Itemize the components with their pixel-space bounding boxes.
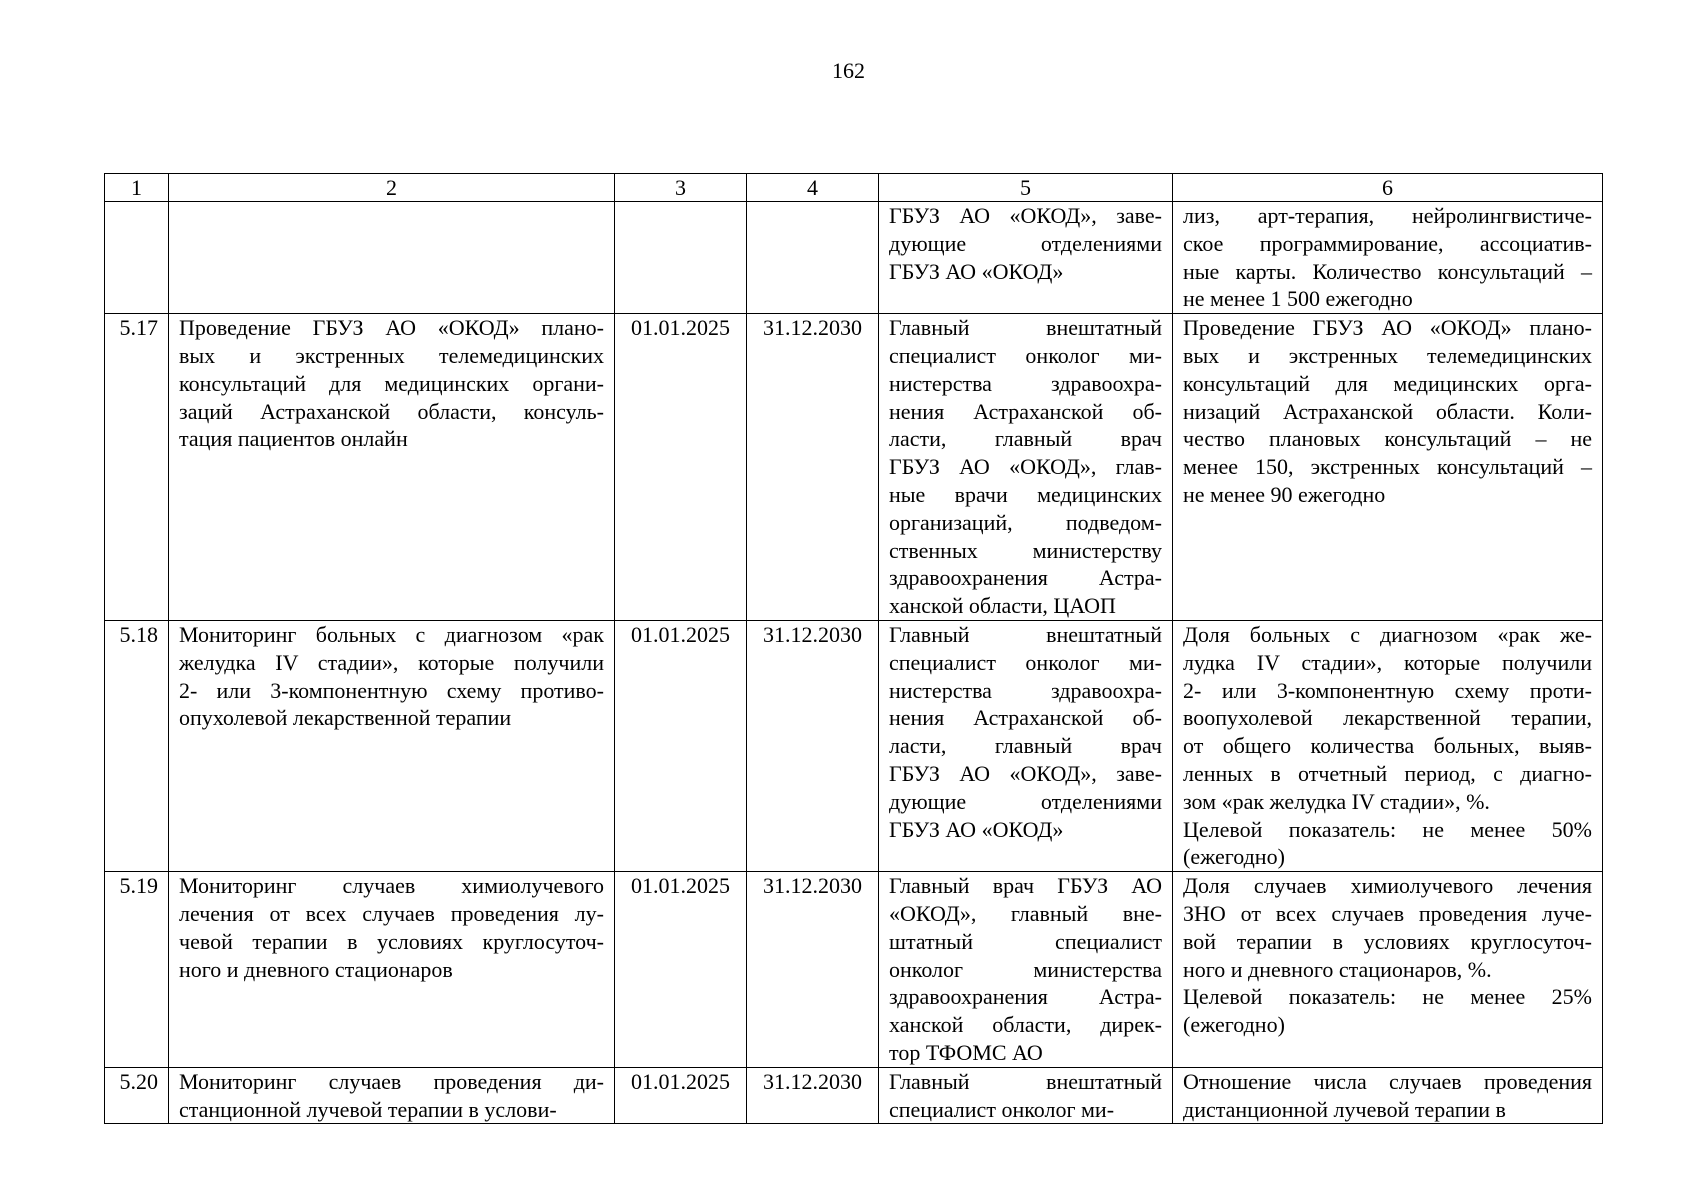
text-line: ханской области, дирек- (889, 1012, 1162, 1038)
text-line: ного и дневного стационаров, %. (1183, 956, 1492, 982)
text-line: специалист онколог ми- (889, 649, 1162, 675)
text-line: специалист онколог ми- (889, 342, 1162, 368)
column-header: 6 (1173, 174, 1603, 202)
column-header: 5 (879, 174, 1173, 202)
page-number: 162 (832, 58, 865, 83)
table-row (105, 872, 1603, 1068)
text-line: специалист онколог ми- (889, 1096, 1115, 1122)
end-date-cell: 31.12.2030 (747, 1067, 879, 1124)
responsible-cell (879, 314, 1173, 621)
text-line: штатный специалист (889, 928, 1162, 954)
text-line: менее 150, экстренных консультаций – (1183, 454, 1592, 480)
column-header: 4 (747, 174, 879, 202)
result-cell (1173, 872, 1603, 1068)
text-line: зом «рак желудка IV стадии», %. (1183, 788, 1490, 814)
text-line: (ежегодно) (1183, 844, 1285, 870)
end-date-cell: 31.12.2030 (747, 314, 879, 621)
measure-description-cell (169, 1067, 615, 1124)
text-line: тация пациентов онлайн (179, 426, 408, 452)
measures-table (104, 173, 1603, 1124)
table-cell (105, 202, 169, 314)
text-line: Мониторинг больных с диагнозом «рак (179, 621, 604, 647)
column-header: 1 (105, 174, 169, 202)
measure-description-cell (169, 314, 615, 621)
text-line: ласти, главный врач (889, 733, 1162, 759)
text-line: лечения от всех случаев проведения лу- (179, 900, 604, 926)
text-line: низаций Астраханской области. Коли- (1183, 398, 1592, 424)
continuation-row (105, 202, 1603, 314)
text-line: вых и экстренных телемедицинских (1183, 342, 1592, 368)
text-line: (ежегодно) (1183, 1012, 1285, 1038)
table-row (105, 1067, 1603, 1124)
text-line: 2- или 3-компонентную схему проти- (1183, 677, 1592, 703)
text-line: воопухолевой лекарственной терапии, (1183, 705, 1592, 731)
text-line: чество плановых консультаций – не (1183, 426, 1592, 452)
result-cell (1173, 202, 1603, 314)
text-line: дующие отделениями (889, 230, 1162, 256)
text-line: ГБУЗ АО «ОКОД», глав- (889, 454, 1162, 480)
text-line: вой терапии в условиях круглосуточ- (1183, 928, 1592, 954)
text-line: ГБУЗ АО «ОКОД», заве- (889, 203, 1162, 228)
text-line: Целевой показатель: не менее 50% (1183, 816, 1592, 842)
column-number-header-row (105, 174, 1603, 202)
row-number-cell: 5.20 (105, 1067, 169, 1124)
text-line: ные карты. Количество консультаций – (1183, 258, 1592, 284)
measure-description-cell (169, 620, 615, 871)
text-line: лиз, арт-терапия, нейролингвистиче- (1183, 203, 1592, 228)
text-line: Проведение ГБУЗ АО «ОКОД» плано- (179, 315, 604, 341)
text-line: ское программирование, ассоциатив- (1183, 230, 1592, 256)
text-line: дистанционной лучевой терапии в (1183, 1096, 1506, 1122)
text-line: не менее 90 ежегодно (1183, 481, 1386, 507)
text-line: ханской области, ЦАОП (889, 593, 1116, 619)
text-line: ласти, главный врач (889, 426, 1162, 452)
text-line: Мониторинг случаев химиолучевого (179, 873, 604, 899)
text-line: дующие отделениями (889, 788, 1162, 814)
table-row (105, 314, 1603, 621)
text-line: ГБУЗ АО «ОКОД», заве- (889, 760, 1162, 786)
text-line: Проведение ГБУЗ АО «ОКОД» плано- (1183, 315, 1592, 341)
table-row (105, 620, 1603, 871)
text-line: ЗНО от всех случаев проведения луче- (1183, 900, 1592, 926)
responsible-cell (879, 872, 1173, 1068)
text-line: Главный врач ГБУЗ АО (889, 873, 1162, 899)
text-line: ГБУЗ АО «ОКОД» (889, 258, 1064, 284)
start-date-cell: 01.01.2025 (615, 620, 747, 871)
text-line: онколог министерства (889, 956, 1162, 982)
text-line: нения Астраханской об- (889, 705, 1162, 731)
text-line: организаций, подведом- (889, 509, 1162, 535)
text-line: ГБУЗ АО «ОКОД» (889, 816, 1064, 842)
start-date-cell: 01.01.2025 (615, 872, 747, 1068)
text-line: ленных в отчетный период, с диагно- (1183, 760, 1592, 786)
result-cell (1173, 1067, 1603, 1124)
text-line: Главный внештатный (889, 1068, 1162, 1094)
text-line: Целевой показатель: не менее 25% (1183, 984, 1592, 1010)
measure-description-cell (169, 872, 615, 1068)
text-line: ственных министерству (889, 537, 1162, 563)
text-line: не менее 1 500 ежегодно (1183, 286, 1413, 312)
text-line: нения Астраханской об- (889, 398, 1162, 424)
text-line: чевой терапии в условиях круглосуточ- (179, 928, 604, 954)
text-line: желудка IV стадии», которые получили (179, 649, 604, 675)
text-line: здравоохранения Астра- (889, 565, 1162, 591)
start-date-cell: 01.01.2025 (615, 1067, 747, 1124)
column-header: 2 (169, 174, 615, 202)
text-line: Доля случаев химиолучевого лечения (1183, 873, 1592, 899)
text-line: опухолевой лекарственной терапии (179, 705, 512, 731)
text-line: «ОКОД», главный вне- (889, 900, 1162, 926)
text-line: вых и экстренных телемедицинских (179, 342, 604, 368)
text-line: заций Астраханской области, консуль- (179, 398, 604, 424)
start-date-cell: 01.01.2025 (615, 314, 747, 621)
end-date-cell: 31.12.2030 (747, 872, 879, 1068)
text-line: нистерства здравоохра- (889, 677, 1162, 703)
text-line: здравоохранения Астра- (889, 984, 1162, 1010)
text-line: 2- или 3-компонентную схему противо- (179, 677, 604, 703)
row-number-cell: 5.18 (105, 620, 169, 871)
text-line: ные врачи медицинских (889, 481, 1162, 507)
responsible-cell (879, 1067, 1173, 1124)
text-line: нистерства здравоохра- (889, 370, 1162, 396)
text-line: Мониторинг случаев проведения ди- (179, 1068, 604, 1094)
responsible-cell (879, 620, 1173, 871)
result-cell (1173, 620, 1603, 871)
column-header: 3 (615, 174, 747, 202)
text-line: от общего количества больных, выяв- (1183, 733, 1592, 759)
text-line: Отношение числа случаев проведения (1183, 1068, 1592, 1094)
text-line: Главный внештатный (889, 621, 1162, 647)
row-number-cell: 5.17 (105, 314, 169, 621)
table-cell (615, 202, 747, 314)
table-cell (747, 202, 879, 314)
text-line: Главный внештатный (889, 315, 1162, 341)
end-date-cell: 31.12.2030 (747, 620, 879, 871)
table-cell (169, 202, 615, 314)
text-line: ного и дневного стационаров (179, 956, 453, 982)
text-line: лудка IV стадии», которые получили (1183, 649, 1592, 675)
text-line: консультаций для медицинских органи- (179, 370, 604, 396)
text-line: Доля больных с диагнозом «рак же- (1183, 621, 1592, 647)
text-line: станционной лучевой терапии в услови- (179, 1096, 557, 1122)
row-number-cell: 5.19 (105, 872, 169, 1068)
responsible-cell (879, 202, 1173, 314)
result-cell (1173, 314, 1603, 621)
text-line: тор ТФОМС АО (889, 1039, 1043, 1065)
text-line: консультаций для медицинских орга- (1183, 370, 1592, 396)
